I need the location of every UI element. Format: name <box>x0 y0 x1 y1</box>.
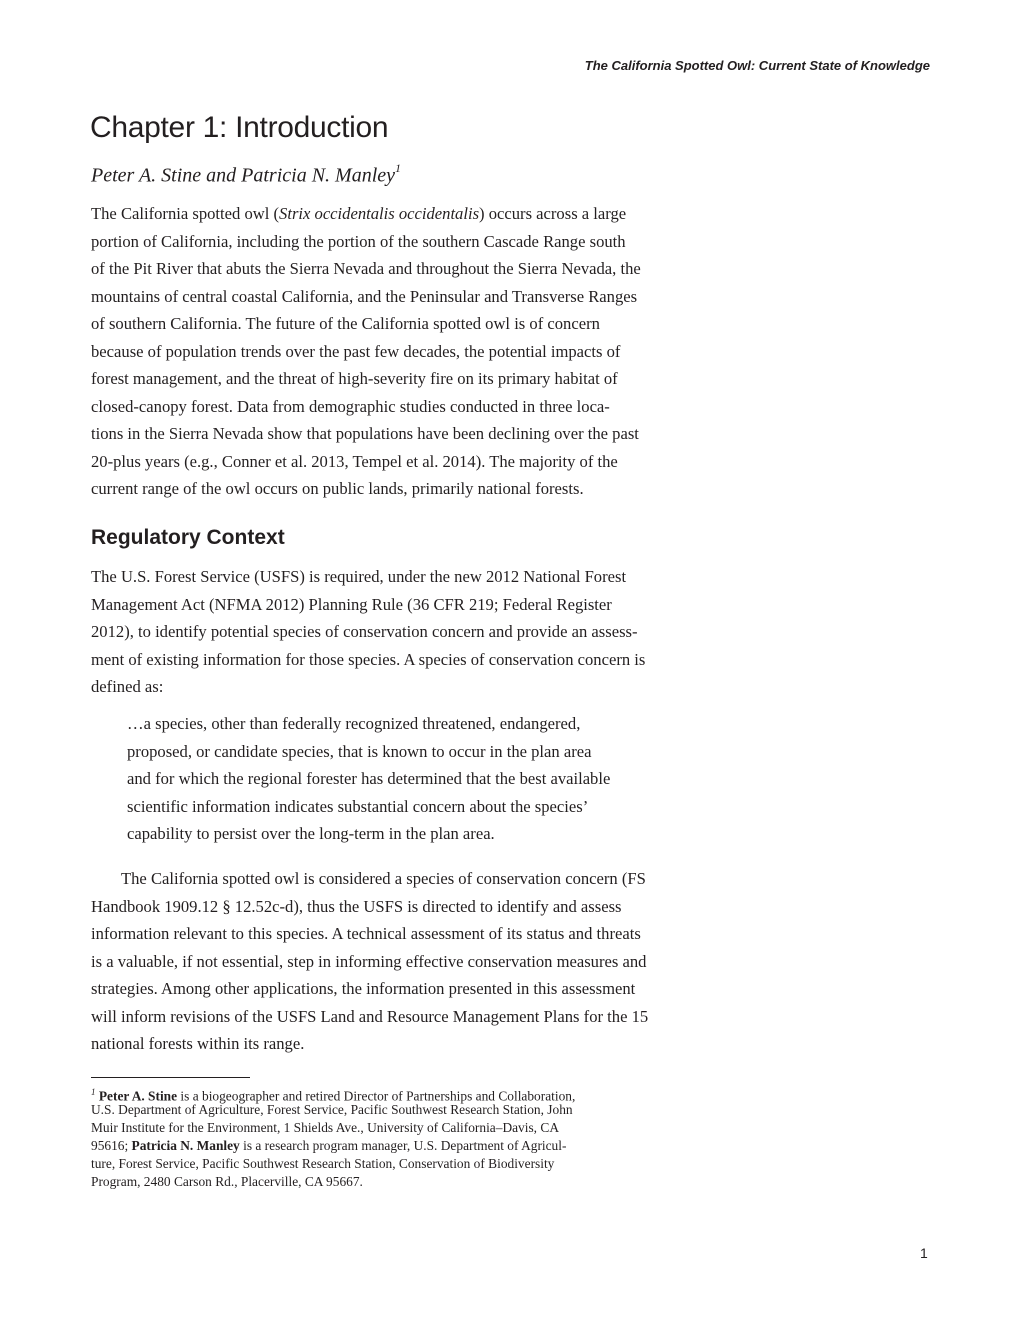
text-line: will inform revisions of the USFS Land and Resource Management Plans for the 15 <box>91 1006 649 1026</box>
text-line <box>91 200 641 228</box>
text-line: U.S. Department of Agriculture, Forest Service, Pacific Southwest Research Station, John <box>91 1102 573 1117</box>
text-line: mountains of central coastal California, and the Peninsular and Transverse Ranges <box>91 286 638 306</box>
species-name: Strix occidentalis occidentalis <box>279 204 480 223</box>
text-segment: The California spotted owl ( <box>91 204 280 223</box>
block-quote <box>127 710 610 848</box>
running-header: The California Spotted Owl: Current State of Knowledge <box>584 58 930 73</box>
intro-paragraph <box>91 200 641 503</box>
text-line: 20-plus years (e.g., Conner et al. 2013, Tempel et al. 2014). The majority of the <box>91 451 618 471</box>
footnote-reference: 1 <box>395 161 402 175</box>
text-line: national forests within its range. <box>91 1034 305 1054</box>
author-name: Patricia N. Manley <box>131 1138 240 1153</box>
text-line: strategies. Among other applications, the information presented in this assessment <box>91 979 636 999</box>
text-segment: 95616; <box>91 1138 132 1153</box>
footnote-mark: 1 <box>91 1087 96 1097</box>
text-line: Handbook 1909.12 § 12.52c-d), thus the USFS is directed to identify and assess <box>91 896 622 916</box>
text-line: defined as: <box>91 677 164 697</box>
text-line: information relevant to this species. A technical assessment of its status and threats <box>91 924 641 944</box>
page-number: 1 <box>920 1245 928 1261</box>
text-line: Muir Institute for the Environment, 1 Shields Ave., University of California–Davis, CA <box>91 1120 559 1135</box>
regulatory-paragraph <box>91 563 645 701</box>
text-line: of the Pit River that abuts the Sierra Nevada and throughout the Sierra Nevada, the <box>91 259 641 279</box>
text-line: because of population trends over the past few decades, the potential impacts of <box>91 341 621 361</box>
text-line: closed-canopy forest. Data from demographic studies conducted in three loca- <box>91 396 610 416</box>
text-line: Program, 2480 Carson Rd., Placerville, CA 95667. <box>91 1174 363 1189</box>
text-line: 2012), to identify potential species of conservation concern and provide an assess- <box>91 622 638 642</box>
text-line: Management Act (NFMA 2012) Planning Rule (36 CFR 219; Federal Register <box>91 594 612 614</box>
regulatory-paragraph-2 <box>91 865 648 1058</box>
text-segment: ) occurs across a large <box>479 204 627 223</box>
text-line: The California spotted owl is considered a species of conservation concern (FS <box>121 869 646 888</box>
footnote-divider <box>91 1077 250 1078</box>
chapter-authors <box>91 163 401 188</box>
text-line: scientific information indicates substantial concern about the species’ <box>127 796 589 816</box>
text-line: ture, Forest Service, Pacific Southwest Research Station, Conservation of Biodiversity <box>91 1156 555 1171</box>
text-line: and for which the regional forester has determined that the best available <box>127 769 611 789</box>
text-line: The U.S. Forest Service (USFS) is required, under the new 2012 National Forest <box>91 567 627 586</box>
text-line: proposed, or candidate species, that is known to occur in the plan area <box>127 741 592 761</box>
text-line: ment of existing information for those species. A species of conservation concern is <box>91 649 646 669</box>
author-name: Peter A. Stine <box>98 1088 178 1104</box>
footnote <box>91 1083 575 1191</box>
text-segment: is a biogeographer and retired Director of Partnerships and Collaboration, <box>177 1088 576 1104</box>
author-names: Peter A. Stine and Patricia N. Manley <box>91 164 396 187</box>
text-line: current range of the owl occurs on public lands, primarily national forests. <box>91 479 584 499</box>
section-heading: Regulatory Context <box>91 526 285 549</box>
text-line: forest management, and the threat of high-severity fire on its primary habitat of <box>91 369 618 389</box>
text-line: capability to persist over the long-term in the plan area. <box>127 824 495 844</box>
text-line: portion of California, including the portion of the southern Cascade Range south <box>91 231 626 251</box>
text-segment: is a research program manager, U.S. Department of Agricul- <box>239 1138 567 1153</box>
text-line: tions in the Sierra Nevada show that populations have been declining over the past <box>91 424 639 444</box>
text-line: of southern California. The future of the California spotted owl is of concern <box>91 314 600 334</box>
text-line: …a species, other than federally recognized threatened, endangered, <box>127 714 581 733</box>
chapter-title: Chapter 1: Introduction <box>90 111 389 144</box>
text-line: is a valuable, if not essential, step in informing effective conservation measures and <box>91 951 647 971</box>
